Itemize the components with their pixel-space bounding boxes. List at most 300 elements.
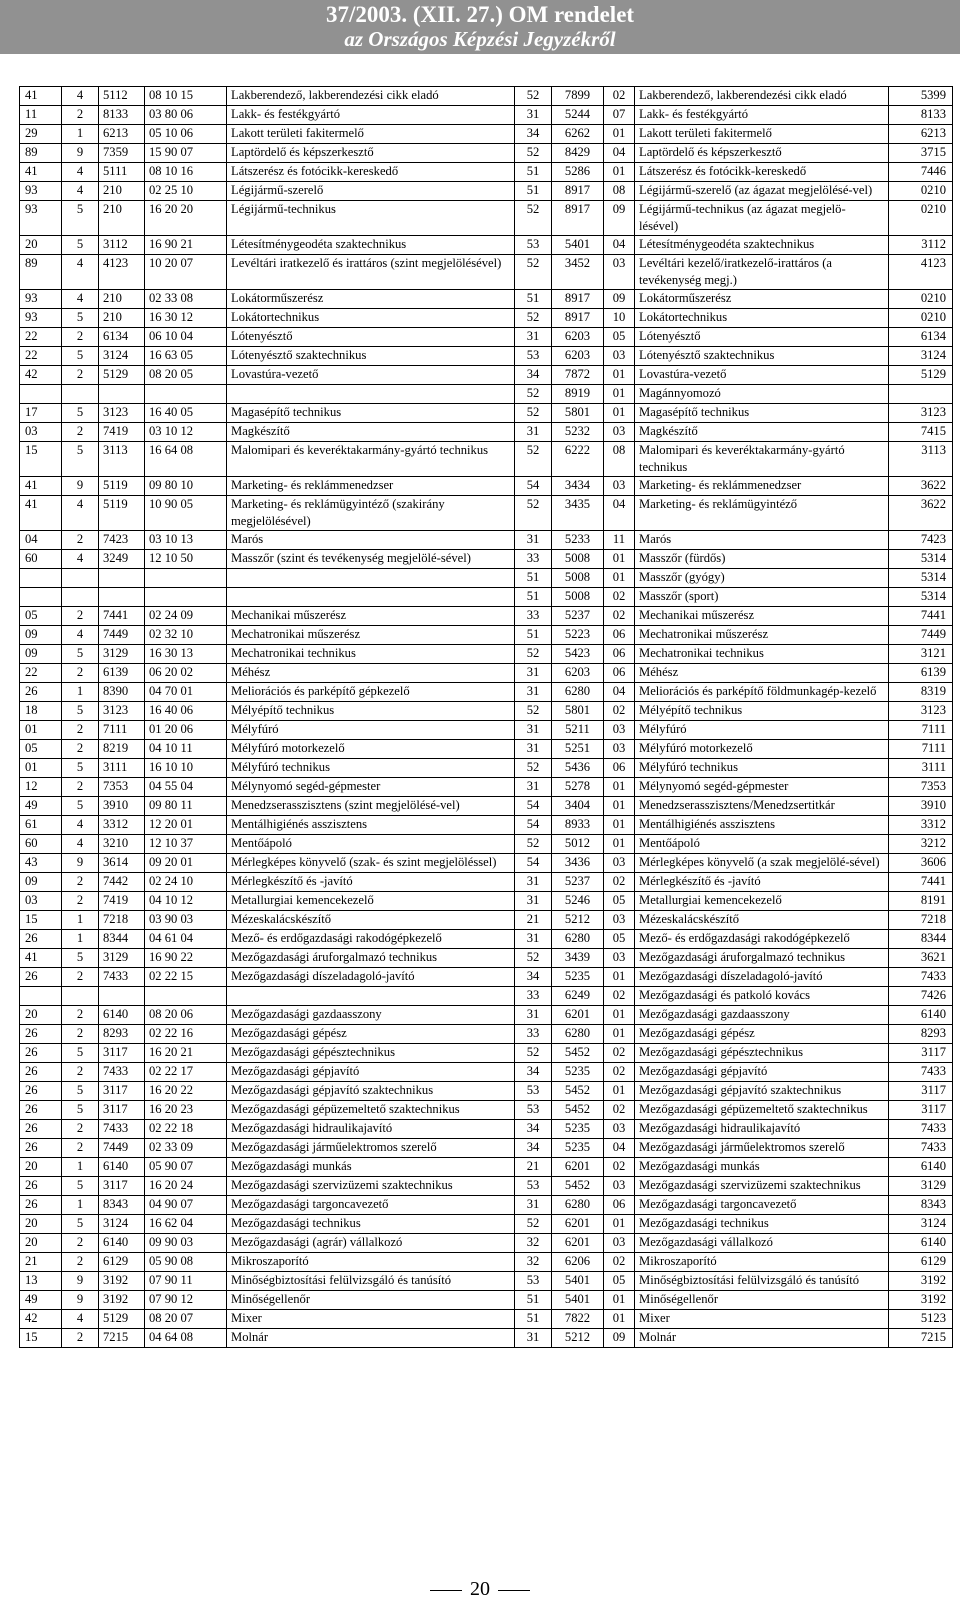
cell-old-level: 5	[62, 949, 99, 968]
cell-feor-new-code: 0210	[889, 201, 953, 236]
cell-new-subcode: 01	[604, 778, 635, 797]
cell-old-area-code	[20, 987, 62, 1006]
cell-old-level: 2	[62, 892, 99, 911]
cell-new-level: 32	[515, 1234, 552, 1253]
cell-new-level: 34	[515, 1120, 552, 1139]
cell-new-code: 8429	[552, 144, 604, 163]
cell-old-qualification-name: Mélyfúró technikus	[227, 759, 515, 778]
cell-old-area-code: 01	[20, 721, 62, 740]
cell-new-level: 52	[515, 702, 552, 721]
cell-new-subcode: 10	[604, 309, 635, 328]
cell-old-okj-code: 04 64 08	[145, 1329, 227, 1348]
cell-feor-new-code: 5123	[889, 1310, 953, 1329]
cell-old-qualification-name: Minőségbiztosítási felülvizsgáló és tanúsító	[227, 1272, 515, 1291]
regulation-title: 37/2003. (XII. 27.) OM rendelet	[325, 2, 635, 27]
cell-old-area-code: 26	[20, 1082, 62, 1101]
cell-new-qualification-name: Méhész	[635, 664, 889, 683]
cell-old-level: 2	[62, 366, 99, 385]
table-row	[20, 1044, 953, 1063]
cell-new-code: 5233	[552, 531, 604, 550]
cell-feor-new-code: 3312	[889, 816, 953, 835]
cell-old-area-code: 05	[20, 607, 62, 626]
cell-old-okj-code: 12 10 50	[145, 550, 227, 569]
cell-feor-new-code: 8319	[889, 683, 953, 702]
cell-old-area-code: 09	[20, 645, 62, 664]
cell-old-okj-code: 16 20 23	[145, 1101, 227, 1120]
cell-old-level: 9	[62, 477, 99, 496]
cell-new-level: 51	[515, 163, 552, 182]
cell-old-qualification-name: Méhész	[227, 664, 515, 683]
cell-old-okj-code: 16 63 05	[145, 347, 227, 366]
cell-old-okj-code: 02 22 15	[145, 968, 227, 987]
cell-old-level: 4	[62, 1310, 99, 1329]
cell-old-level: 2	[62, 1234, 99, 1253]
table-row	[20, 144, 953, 163]
cell-old-area-code: 42	[20, 1310, 62, 1329]
table-row	[20, 366, 953, 385]
cell-new-code: 5251	[552, 740, 604, 759]
table-body	[20, 87, 953, 1348]
cell-feor-new-code: 8293	[889, 1025, 953, 1044]
cell-old-level: 2	[62, 721, 99, 740]
cell-new-level: 53	[515, 1101, 552, 1120]
cell-new-subcode: 02	[604, 873, 635, 892]
cell-new-level: 53	[515, 236, 552, 255]
cell-feor-new-code: 3622	[889, 496, 953, 531]
cell-old-qualification-name: Levéltári iratkezelő és irattáros (szint megjelölésével)	[227, 255, 515, 290]
cell-new-code: 5235	[552, 1063, 604, 1082]
cell-old-level: 2	[62, 968, 99, 987]
cell-new-code: 5212	[552, 911, 604, 930]
cell-old-okj-code: 02 22 18	[145, 1120, 227, 1139]
cell-feor-new-code: 7423	[889, 531, 953, 550]
cell-old-level: 2	[62, 873, 99, 892]
cell-old-area-code	[20, 588, 62, 607]
cell-new-level: 34	[515, 968, 552, 987]
cell-new-code: 5286	[552, 163, 604, 182]
cell-old-okj-code: 12 20 01	[145, 816, 227, 835]
cell-feor-new-code: 7441	[889, 607, 953, 626]
cell-new-code: 6201	[552, 1158, 604, 1177]
cell-new-code: 7822	[552, 1310, 604, 1329]
cell-new-subcode: 02	[604, 588, 635, 607]
cell-new-subcode: 01	[604, 1215, 635, 1234]
cell-old-qualification-name: Lokátorműszerész	[227, 290, 515, 309]
cell-feor-new-code: 5399	[889, 87, 953, 106]
cell-old-area-code: 21	[20, 1253, 62, 1272]
cell-old-level: 1	[62, 125, 99, 144]
cell-new-code: 5452	[552, 1101, 604, 1120]
cell-new-subcode: 02	[604, 1253, 635, 1272]
table-row	[20, 1177, 953, 1196]
cell-old-okj-code	[145, 987, 227, 1006]
cell-old-qualification-name: Laptördelő és képszerkesztő	[227, 144, 515, 163]
cell-old-okj-code: 16 10 10	[145, 759, 227, 778]
table-row	[20, 1101, 953, 1120]
cell-new-code: 5452	[552, 1177, 604, 1196]
cell-old-okj-code: 16 40 05	[145, 404, 227, 423]
cell-feor-new-code: 5129	[889, 366, 953, 385]
cell-old-level: 2	[62, 607, 99, 626]
cell-feor-code: 7433	[99, 1120, 145, 1139]
cell-feor-new-code: 3621	[889, 949, 953, 968]
cell-feor-code: 5119	[99, 477, 145, 496]
cell-new-code: 7872	[552, 366, 604, 385]
cell-feor-code: 3129	[99, 645, 145, 664]
cell-old-level	[62, 385, 99, 404]
cell-feor-new-code: 7441	[889, 873, 953, 892]
cell-new-level: 51	[515, 626, 552, 645]
cell-new-code: 6201	[552, 1006, 604, 1025]
cell-feor-code: 6140	[99, 1006, 145, 1025]
cell-old-okj-code: 02 33 08	[145, 290, 227, 309]
cell-new-qualification-name: Mezőgazdasági hidraulikajavító	[635, 1120, 889, 1139]
cell-old-level: 9	[62, 144, 99, 163]
cell-new-code: 6262	[552, 125, 604, 144]
table-row	[20, 854, 953, 873]
cell-old-area-code: 15	[20, 442, 62, 477]
cell-old-okj-code: 07 90 11	[145, 1272, 227, 1291]
cell-old-qualification-name: Meliorációs és parképítő gépkezelő	[227, 683, 515, 702]
cell-old-area-code: 18	[20, 702, 62, 721]
cell-feor-code: 3111	[99, 759, 145, 778]
cell-old-okj-code: 03 80 06	[145, 106, 227, 125]
cell-new-level: 31	[515, 1329, 552, 1348]
cell-old-area-code: 26	[20, 1139, 62, 1158]
cell-new-code: 8919	[552, 385, 604, 404]
table-row	[20, 1291, 953, 1310]
cell-new-subcode: 05	[604, 930, 635, 949]
cell-feor-code: 5129	[99, 366, 145, 385]
table-row	[20, 1063, 953, 1082]
cell-old-level: 5	[62, 1082, 99, 1101]
cell-feor-new-code: 7215	[889, 1329, 953, 1348]
cell-feor-new-code: 0210	[889, 290, 953, 309]
cell-old-level: 5	[62, 759, 99, 778]
cell-old-qualification-name	[227, 385, 515, 404]
cell-feor-new-code: 3606	[889, 854, 953, 873]
cell-new-code: 6222	[552, 442, 604, 477]
cell-old-level: 4	[62, 835, 99, 854]
cell-old-level: 5	[62, 1215, 99, 1234]
cell-old-level: 2	[62, 778, 99, 797]
cell-old-area-code: 29	[20, 125, 62, 144]
cell-feor-code: 7449	[99, 1139, 145, 1158]
cell-old-okj-code: 08 10 16	[145, 163, 227, 182]
table-row	[20, 1272, 953, 1291]
cell-new-code: 5423	[552, 645, 604, 664]
cell-old-okj-code: 04 55 04	[145, 778, 227, 797]
table-row	[20, 759, 953, 778]
cell-old-level: 2	[62, 1063, 99, 1082]
cell-old-okj-code: 06 20 02	[145, 664, 227, 683]
cell-new-level: 52	[515, 496, 552, 531]
cell-old-qualification-name	[227, 588, 515, 607]
cell-feor-code	[99, 987, 145, 1006]
cell-old-area-code: 04	[20, 531, 62, 550]
cell-old-okj-code: 02 22 16	[145, 1025, 227, 1044]
cell-old-qualification-name: Lakk- és festékgyártó	[227, 106, 515, 125]
cell-old-area-code: 26	[20, 968, 62, 987]
cell-feor-code: 7353	[99, 778, 145, 797]
cell-old-okj-code: 16 20 22	[145, 1082, 227, 1101]
cell-new-qualification-name: Légijármű-szerelő (az ágazat megjelölésé-vel)	[635, 182, 889, 201]
cell-new-level: 32	[515, 1253, 552, 1272]
cell-old-level	[62, 569, 99, 588]
cell-feor-code: 3123	[99, 702, 145, 721]
cell-new-qualification-name: Mezőgazdasági vállalkozó	[635, 1234, 889, 1253]
cell-old-qualification-name: Molnár	[227, 1329, 515, 1348]
cell-old-qualification-name: Létesítménygeodéta szaktechnikus	[227, 236, 515, 255]
cell-old-okj-code: 09 80 11	[145, 797, 227, 816]
table-row	[20, 347, 953, 366]
cell-new-qualification-name: Mezőgazdasági gépész	[635, 1025, 889, 1044]
cell-old-qualification-name: Marós	[227, 531, 515, 550]
table-row	[20, 930, 953, 949]
cell-new-subcode: 03	[604, 854, 635, 873]
cell-new-level: 52	[515, 309, 552, 328]
cell-new-subcode: 03	[604, 721, 635, 740]
cell-old-okj-code	[145, 569, 227, 588]
cell-feor-new-code: 7433	[889, 1120, 953, 1139]
cell-feor-code: 3124	[99, 1215, 145, 1234]
cell-new-subcode: 06	[604, 1196, 635, 1215]
cell-new-qualification-name: Mérlegképes könyvelő (a szak megjelölé-sével)	[635, 854, 889, 873]
cell-old-okj-code: 16 20 24	[145, 1177, 227, 1196]
cell-old-okj-code	[145, 588, 227, 607]
cell-feor-code: 3123	[99, 404, 145, 423]
cell-feor-code: 7218	[99, 911, 145, 930]
cell-old-area-code: 20	[20, 236, 62, 255]
cell-old-area-code: 26	[20, 1044, 62, 1063]
cell-new-level: 52	[515, 645, 552, 664]
cell-new-level: 54	[515, 854, 552, 873]
cell-old-qualification-name: Mélyfúró	[227, 721, 515, 740]
cell-old-level: 4	[62, 496, 99, 531]
cell-new-subcode: 01	[604, 550, 635, 569]
cell-new-code: 6206	[552, 1253, 604, 1272]
table-row	[20, 442, 953, 477]
cell-old-level: 5	[62, 309, 99, 328]
cell-old-area-code: 93	[20, 182, 62, 201]
table-row	[20, 309, 953, 328]
cell-feor-new-code: 8343	[889, 1196, 953, 1215]
cell-new-code: 6280	[552, 683, 604, 702]
cell-new-code: 3436	[552, 854, 604, 873]
cell-old-area-code: 03	[20, 892, 62, 911]
cell-old-qualification-name: Malomipari és keveréktakarmány-gyártó technikus	[227, 442, 515, 477]
table-row	[20, 740, 953, 759]
cell-new-qualification-name: Magkészítő	[635, 423, 889, 442]
page-number: 20	[470, 1578, 490, 1600]
cell-old-area-code	[20, 569, 62, 588]
table-row	[20, 1329, 953, 1348]
cell-feor-new-code: 0210	[889, 182, 953, 201]
cell-old-okj-code: 03 90 03	[145, 911, 227, 930]
table-row	[20, 778, 953, 797]
cell-new-subcode: 01	[604, 797, 635, 816]
cell-old-qualification-name	[227, 987, 515, 1006]
cell-old-okj-code: 03 10 12	[145, 423, 227, 442]
cell-old-okj-code: 08 20 06	[145, 1006, 227, 1025]
table-row	[20, 1253, 953, 1272]
table-row	[20, 1196, 953, 1215]
cell-old-okj-code: 16 90 22	[145, 949, 227, 968]
cell-old-area-code: 17	[20, 404, 62, 423]
cell-new-subcode: 01	[604, 1310, 635, 1329]
cell-new-level: 51	[515, 182, 552, 201]
cell-new-subcode: 03	[604, 423, 635, 442]
table-row	[20, 835, 953, 854]
cell-old-okj-code: 06 10 04	[145, 328, 227, 347]
cell-new-code: 5232	[552, 423, 604, 442]
cell-new-qualification-name: Lótenyésztő	[635, 328, 889, 347]
cell-old-level: 1	[62, 1158, 99, 1177]
cell-old-level: 5	[62, 702, 99, 721]
cell-old-qualification-name: Mechanikai műszerész	[227, 607, 515, 626]
cell-new-qualification-name: Mezőgazdasági gazdaasszony	[635, 1006, 889, 1025]
cell-old-okj-code: 16 30 13	[145, 645, 227, 664]
cell-feor-code: 7433	[99, 968, 145, 987]
cell-new-code: 5235	[552, 968, 604, 987]
table-row	[20, 892, 953, 911]
cell-old-okj-code: 05 90 07	[145, 1158, 227, 1177]
cell-new-qualification-name: Mechatronikai műszerész	[635, 626, 889, 645]
table-row	[20, 255, 953, 290]
cell-feor-new-code: 6213	[889, 125, 953, 144]
cell-new-qualification-name: Minőségellenőr	[635, 1291, 889, 1310]
cell-feor-new-code: 5314	[889, 550, 953, 569]
cell-feor-new-code: 3117	[889, 1101, 953, 1120]
cell-new-qualification-name: Levéltári kezelő/iratkezelő-irattáros (a tevékenység megj.)	[635, 255, 889, 290]
cell-new-subcode: 03	[604, 949, 635, 968]
table-row	[20, 816, 953, 835]
cell-feor-code: 210	[99, 182, 145, 201]
cell-old-qualification-name: Mezőgazdasági szervizüzemi szaktechnikus	[227, 1177, 515, 1196]
cell-new-level: 53	[515, 1082, 552, 1101]
cell-new-code: 5278	[552, 778, 604, 797]
table-row	[20, 683, 953, 702]
cell-old-level: 5	[62, 645, 99, 664]
cell-old-level: 1	[62, 911, 99, 930]
cell-new-subcode: 01	[604, 385, 635, 404]
cell-old-level: 5	[62, 1177, 99, 1196]
cell-new-qualification-name: Mélyfúró	[635, 721, 889, 740]
cell-old-level: 9	[62, 1272, 99, 1291]
cell-feor-code: 6129	[99, 1253, 145, 1272]
cell-feor-new-code: 8133	[889, 106, 953, 125]
cell-new-code: 5008	[552, 550, 604, 569]
cell-old-level: 2	[62, 1120, 99, 1139]
cell-old-level: 5	[62, 1101, 99, 1120]
cell-old-area-code: 12	[20, 778, 62, 797]
cell-new-subcode: 05	[604, 892, 635, 911]
cell-old-qualification-name: Mezőgazdasági gépész	[227, 1025, 515, 1044]
cell-old-level	[62, 987, 99, 1006]
cell-old-qualification-name: Lovastúra-vezető	[227, 366, 515, 385]
cell-new-qualification-name: Mezőgazdasági gépésztechnikus	[635, 1044, 889, 1063]
cell-new-qualification-name: Légijármű-technikus (az ágazat megjelö-lésével)	[635, 201, 889, 236]
cell-old-level	[62, 588, 99, 607]
cell-new-code: 5436	[552, 759, 604, 778]
cell-feor-code: 8344	[99, 930, 145, 949]
cell-new-level: 53	[515, 347, 552, 366]
cell-new-subcode: 04	[604, 683, 635, 702]
cell-feor-code: 3117	[99, 1082, 145, 1101]
cell-new-level: 34	[515, 125, 552, 144]
cell-new-level: 21	[515, 911, 552, 930]
table-row	[20, 949, 953, 968]
cell-old-qualification-name: Masszőr (szint és tevékenység megjelölé-sével)	[227, 550, 515, 569]
cell-new-subcode: 06	[604, 626, 635, 645]
table-row	[20, 987, 953, 1006]
table-row	[20, 201, 953, 236]
cell-new-code: 5401	[552, 236, 604, 255]
cell-new-qualification-name: Mezőgazdasági munkás	[635, 1158, 889, 1177]
cell-new-level: 52	[515, 404, 552, 423]
cell-new-qualification-name: Mentálhigiénés asszisztens	[635, 816, 889, 835]
cell-old-qualification-name: Mezőgazdasági gépésztechnikus	[227, 1044, 515, 1063]
cell-old-area-code: 20	[20, 1234, 62, 1253]
cell-new-subcode: 01	[604, 835, 635, 854]
cell-new-subcode: 11	[604, 531, 635, 550]
cell-old-qualification-name: Mezőgazdasági targoncavezető	[227, 1196, 515, 1215]
cell-feor-new-code: 7449	[889, 626, 953, 645]
cell-feor-new-code: 3117	[889, 1082, 953, 1101]
cell-new-level: 52	[515, 1215, 552, 1234]
cell-old-level: 2	[62, 740, 99, 759]
cell-old-level: 1	[62, 930, 99, 949]
cell-new-level: 52	[515, 949, 552, 968]
cell-old-okj-code: 09 20 01	[145, 854, 227, 873]
cell-new-level: 34	[515, 366, 552, 385]
cell-old-okj-code: 10 90 05	[145, 496, 227, 531]
cell-new-code: 5223	[552, 626, 604, 645]
cell-new-qualification-name: Meliorációs és parképítő földmunkagép-kezelő	[635, 683, 889, 702]
cell-old-area-code: 05	[20, 740, 62, 759]
cell-old-area-code: 09	[20, 873, 62, 892]
cell-old-okj-code: 02 24 10	[145, 873, 227, 892]
cell-old-area-code: 49	[20, 1291, 62, 1310]
cell-feor-new-code: 4123	[889, 255, 953, 290]
cell-feor-new-code: 7111	[889, 721, 953, 740]
cell-feor-new-code: 3123	[889, 404, 953, 423]
cell-new-qualification-name: Mezőgazdasági technikus	[635, 1215, 889, 1234]
cell-old-level: 2	[62, 1025, 99, 1044]
cell-old-area-code: 41	[20, 87, 62, 106]
cell-feor-new-code: 3212	[889, 835, 953, 854]
cell-feor-code: 3192	[99, 1272, 145, 1291]
cell-feor-code: 6134	[99, 328, 145, 347]
cell-old-qualification-name: Mezőgazdasági gazdaasszony	[227, 1006, 515, 1025]
cell-new-level: 54	[515, 797, 552, 816]
cell-old-level: 5	[62, 347, 99, 366]
cell-feor-code: 8133	[99, 106, 145, 125]
cell-new-level: 34	[515, 1139, 552, 1158]
cell-old-okj-code: 10 20 07	[145, 255, 227, 290]
cell-new-qualification-name: Mentőápoló	[635, 835, 889, 854]
cell-old-level: 4	[62, 87, 99, 106]
table-row	[20, 404, 953, 423]
cell-old-okj-code: 08 20 07	[145, 1310, 227, 1329]
cell-new-code: 5008	[552, 588, 604, 607]
cell-new-qualification-name: Lakk- és festékgyártó	[635, 106, 889, 125]
cell-feor-code: 6139	[99, 664, 145, 683]
table-row	[20, 423, 953, 442]
cell-new-subcode: 09	[604, 1329, 635, 1348]
cell-old-okj-code: 02 32 10	[145, 626, 227, 645]
cell-old-qualification-name: Mézeskalácskészítő	[227, 911, 515, 930]
